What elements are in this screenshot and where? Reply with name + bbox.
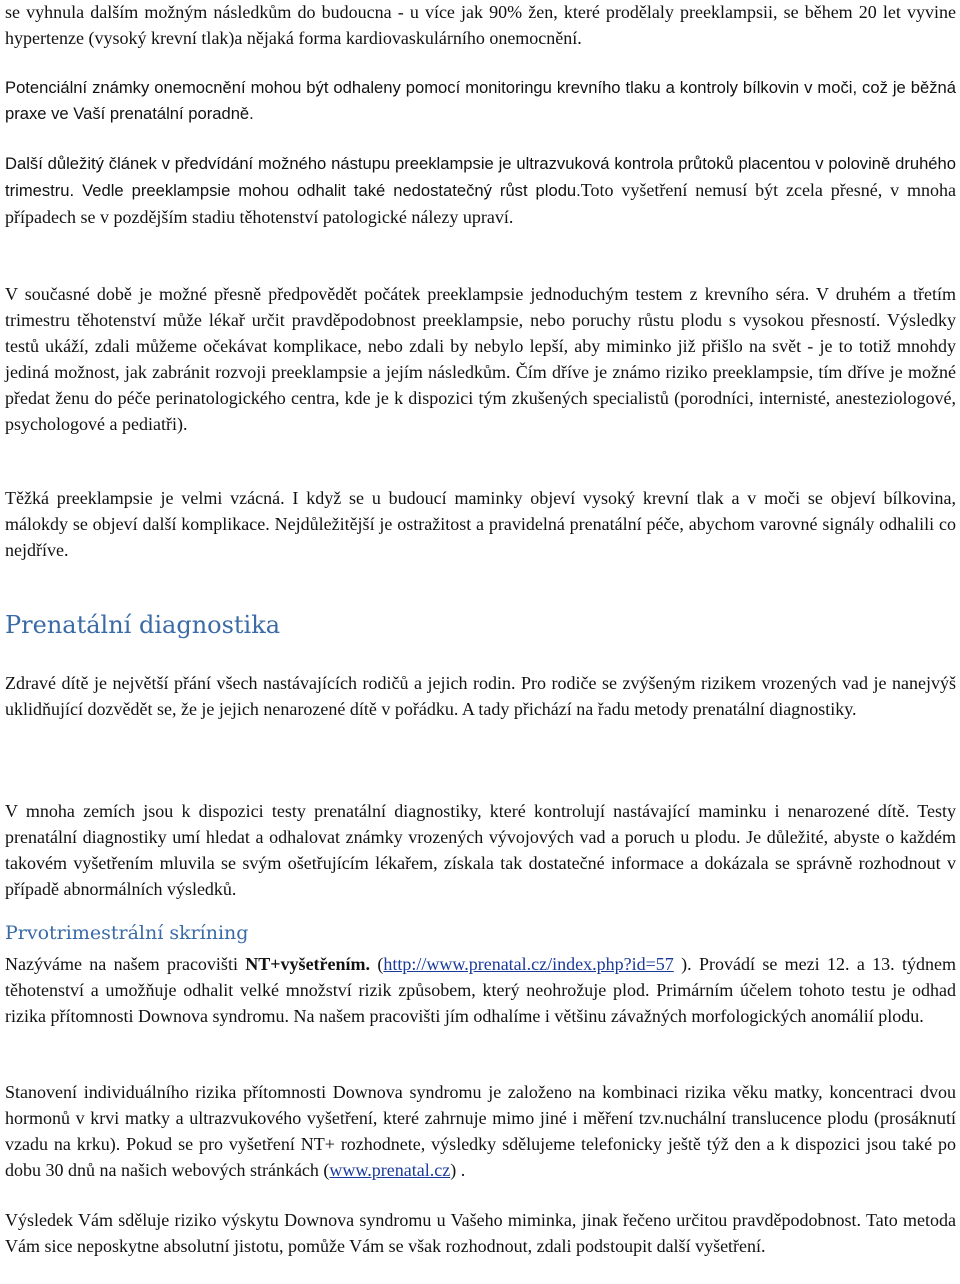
paragraph-result-meaning: Výsledek Vám sděluje riziko výskytu Downova syndromu u Vašeho miminka, jinak řečeno určitou pravděpodobnost. Tato metoda Vám sice neposkytne absolutní jistotu, pomůže Vám se však rozhodnout, zdali podstoupit další vyšetření. <box>5 1210 956 1256</box>
nt-paren-open: ( <box>370 954 384 974</box>
risk-assessment-end: ) . <box>450 1160 466 1180</box>
paragraph-nt-examination <box>5 951 956 1029</box>
prenatal-nt-link[interactable]: http://www.prenatal.cz/index.php?id=57 <box>383 954 674 974</box>
heading-prenatal-diagnostics: Prenatální diagnostika <box>5 611 281 639</box>
heading-first-trimester-screening: Prvotrimestrální skríning <box>5 922 249 944</box>
paragraph-healthy-child: Zdravé dítě je největší přání všech nastávajících rodičů a jejich rodin. Pro rodiče se zvýšeným rizikem vrozených vad je nanejvýš uklidňující dozvědět se, že je jejich nenarozené dítě v pořádku. A tady přichází na řadu metody prenatální diagnostiky. <box>5 673 956 719</box>
prenatal-website-link[interactable]: www.prenatal.cz <box>329 1160 451 1180</box>
paragraph-serum-test: V současné době je možné přesně předpovědět počátek preeklampsie jednoduchým testem z krevního séra. V druhém a třetím trimestru těhotenství může lékař určit pravděpodobnost preeklampsie, nebo poruchy růstu plodu s vysokou přesností. Výsledky testů ukáží, zdali můžeme očekávat komplikace, nebo zdali by nebylo lepší, aby miminko již přišlo na svět - je to totiž mnohdy jediná možnost, jak zabránit rozvoji preeklampsie a jejím následkům. Čím dříve je známo riziko preeklampsie, tím dříve je možné předat ženu do péče perinatologického centra, kde je k dispozici tým zkušených specialistů (porodníci, internisté, anesteziologové, psychologové a pediatři). <box>5 284 956 434</box>
ultrasound-text-times: Toto vyšetření nemusí být zcela přesné, v mnoha případech se v pozdějším stadiu těhotenství patologické nálezy upraví. <box>5 180 956 227</box>
paragraph-prenatal-tests: V mnoha zemích jsou k dispozici testy prenatální diagnostiky, které kontrolují nastávající maminku i nenarozené dítě. Testy prenatální diagnostiky umí hledat a odhalovat známky vrozených vývojových vad a poruch u plodu. Je důležité, abyste o každém takovém vyšetřením mluvila se svým ošetřujícím lékařem, získala tak dostatečné informace a dokázala se správně rozhodnout v případě abnormálních výsledků. <box>5 801 956 899</box>
ultrasound-text: Další důležitý článek v předvídání možného nástupu preeklampsie je ultrazvuková kontrola průtoků placentou v polovině druhého trimestru. Vedle preeklampsie mohou odhalit také nedostatečný růst plodu. <box>5 154 956 200</box>
paragraph-ultrasound-control <box>5 151 956 231</box>
nt-intro-text: Nazýváme na našem pracovišti <box>5 954 246 974</box>
nt-description-text: ). Provádí se mezi 12. a 13. týdnem těhotenství a umožňuje odhalit velké množství rizik způsobem, který neohrožuje plod. Primárním účelem tohoto testu je odhad rizika přítomnosti Downova syndromu. Na našem pracovišti jím odhalíme i většinu závažných morfologických anomálií plodu. <box>5 954 956 1026</box>
risk-assessment-text: Stanovení individuálního rizika přítomnosti Downova syndromu je založeno na kombinaci rizika věku matky, koncentraci dvou hormonů v krvi matky a ultrazvukového vyšetření, které zahrnuje mimo jiné i měření tzv.nuchální translucence plodu (prosáknutí vzadu na krku). Pokud se pro vyšetření NT+ rozhodnete, výsledky sdělujeme telefonicky ještě týž den a k dispozici jsou také po dobu 30 dnů na našich webových stránkách ( <box>5 1082 956 1180</box>
paragraph-potential-signs: Potenciální známky onemocnění mohou být odhaleny pomocí monitoringu krevního tlaku a kontroly bílkovin v moči, což je běžná praxe ve Vaší prenatální poradně. <box>5 78 956 123</box>
nt-bold-term: NT+vyšetřením. <box>245 954 371 974</box>
paragraph-severe-preeclampsia: Těžká preeklampsie je velmi vzácná. I když se u budoucí maminky objeví vysoký krevní tlak a v moči se objeví bílkovina, málokdy se objeví další komplikace. Nejdůležitější je ostražitost a pravidelná prenatální péče, abychom varovné signály odhalili co nejdříve. <box>5 488 956 560</box>
paragraph-preeclampsia-consequences: se vyhnula dalším možným následkům do budoucna - u více jak 90% žen, které prodělaly preeklampsii, se během 20 let vyvine hypertenze (vysoký krevní tlak)a nějaká forma kardiovaskulárního onemocnění. <box>5 2 956 48</box>
paragraph-risk-assessment <box>5 1079 956 1183</box>
